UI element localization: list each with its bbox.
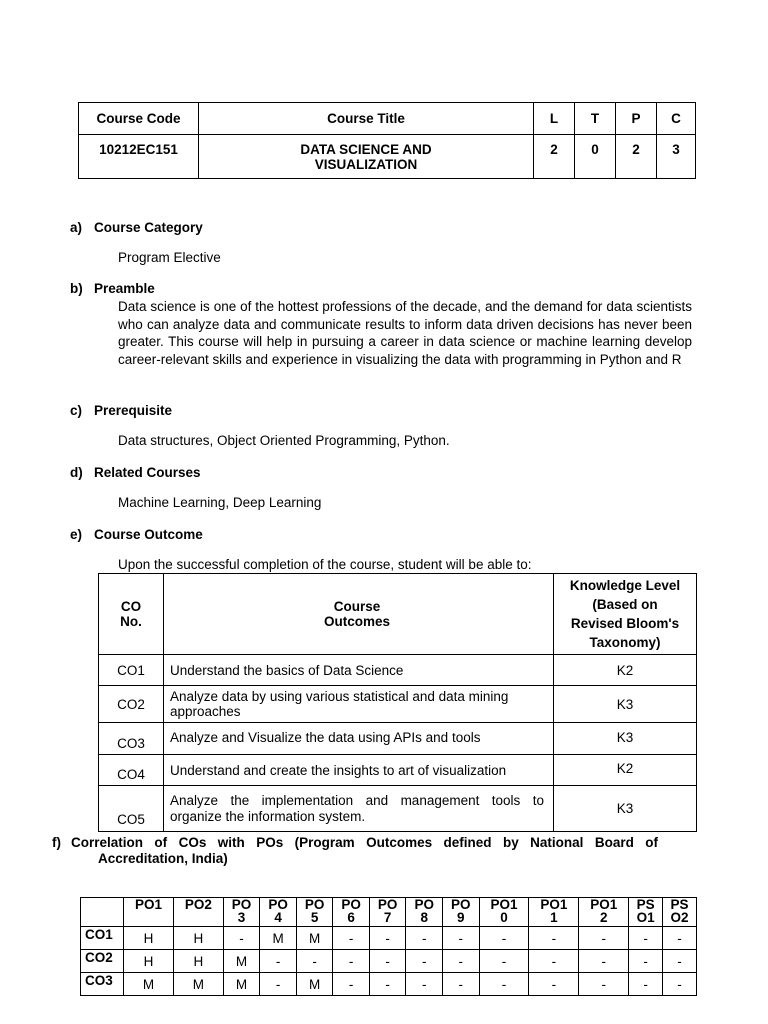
po-cell: - — [663, 950, 697, 973]
co-number: CO5 — [99, 786, 164, 832]
course-c-value: 3 — [657, 135, 696, 179]
po-cell: - — [369, 950, 406, 973]
header-p: P — [616, 103, 657, 135]
po-cell: - — [369, 973, 406, 996]
co-outcome: Analyze data by using various statistical and data mining approaches — [164, 686, 554, 723]
po-header-line1: PS — [636, 897, 655, 912]
po-header — [442, 898, 479, 927]
po-header-line2: O1 — [636, 910, 655, 925]
knowledge-level-header-line2: (Based on — [592, 597, 658, 612]
po-cell: - — [529, 973, 579, 996]
po-cell: - — [406, 927, 443, 950]
po-cell: - — [369, 927, 406, 950]
course-outcomes-header-line2: Outcomes — [323, 614, 391, 629]
po-cell: - — [579, 950, 629, 973]
po-cell: - — [333, 973, 370, 996]
po-cell: - — [529, 950, 579, 973]
po-header — [663, 898, 697, 927]
po-header-line1: PO1 — [540, 897, 568, 912]
po-cell: - — [296, 950, 333, 973]
header-l: L — [534, 103, 575, 135]
po-row-label: CO1 — [81, 927, 124, 950]
po-header-line2: 0 — [500, 910, 508, 925]
course-code: 10212EC151 — [79, 135, 199, 179]
po-cell: H — [124, 950, 174, 973]
section-course-category-heading — [70, 220, 203, 235]
po-header-line2: 8 — [420, 910, 428, 925]
knowledge-level-header — [554, 574, 697, 655]
po-cell: - — [663, 927, 697, 950]
header-t: T — [575, 103, 616, 135]
po-cell: - — [579, 927, 629, 950]
po-cell: - — [479, 927, 529, 950]
course-p-value: 2 — [616, 135, 657, 179]
co-number-header-line1: CO — [120, 599, 142, 614]
po-cell: - — [442, 950, 479, 973]
co-number: CO4 — [99, 755, 164, 786]
po-cell: - — [333, 950, 370, 973]
po-header — [173, 898, 223, 927]
co-level: K3 — [554, 686, 697, 723]
po-header-line1: PO1 — [590, 897, 618, 912]
co-level: K3 — [554, 723, 697, 755]
co-number: CO2 — [99, 686, 164, 723]
po-header-line1: PS — [670, 897, 689, 912]
table-row — [81, 973, 697, 996]
course-info-table — [78, 102, 696, 179]
po-header — [629, 898, 663, 927]
po-header-line2: 4 — [274, 910, 282, 925]
po-cell: - — [442, 927, 479, 950]
po-header — [579, 898, 629, 927]
po-corner-cell — [81, 898, 124, 927]
section-title-line2: Accreditation, India) — [98, 851, 228, 866]
po-cell: M — [296, 927, 333, 950]
table-row — [99, 786, 697, 832]
knowledge-level-header-line1: Knowledge Level — [569, 578, 681, 593]
po-header-line2: 3 — [237, 910, 246, 925]
po-header-line1: PO2 — [184, 897, 212, 912]
co-table-header-row — [99, 574, 697, 655]
related-courses-text: Machine Learning, Deep Learning — [118, 495, 322, 510]
section-label: f) — [52, 835, 61, 850]
po-header-line1: PO — [268, 897, 288, 912]
po-cell: - — [479, 973, 529, 996]
po-cell: - — [406, 973, 443, 996]
co-number: CO1 — [99, 655, 164, 686]
po-header-row — [81, 898, 697, 927]
po-cell: - — [579, 973, 629, 996]
course-title — [199, 135, 534, 179]
po-header-line1: PO1 — [490, 897, 518, 912]
course-outcome-table — [98, 573, 697, 832]
section-title: Related Courses — [94, 465, 201, 480]
po-cell: - — [663, 973, 697, 996]
course-title-line2: VISUALIZATION — [314, 157, 418, 172]
po-cell: - — [629, 927, 663, 950]
po-cell: H — [173, 927, 223, 950]
po-header-line1: PO — [231, 897, 252, 912]
table-row — [99, 755, 697, 786]
section-correlation-heading — [52, 835, 658, 867]
po-header — [296, 898, 333, 927]
po-header-line2: 2 — [599, 910, 608, 925]
section-title: Course Outcome — [94, 527, 203, 542]
section-title: Prerequisite — [94, 403, 173, 418]
co-number: CO3 — [99, 723, 164, 755]
section-related-courses-heading — [70, 465, 201, 480]
course-outcome-intro: Upon the successful completion of the course, student will be able to: — [118, 557, 532, 572]
po-cell: - — [223, 927, 260, 950]
po-cell: - — [260, 950, 297, 973]
co-level: K2 — [554, 755, 697, 786]
table-row — [99, 686, 697, 723]
section-title: Course Category — [94, 220, 203, 235]
header-c: C — [657, 103, 696, 135]
section-label: b) — [70, 281, 83, 296]
po-cell: - — [529, 927, 579, 950]
course-header-row — [79, 103, 696, 135]
po-header — [479, 898, 529, 927]
co-po-mapping-table — [80, 897, 697, 996]
co-number-header — [99, 574, 164, 655]
po-header-line1: PO — [304, 897, 325, 912]
prerequisite-text: Data structures, Object Oriented Programming, Python. — [118, 433, 450, 448]
header-course-title: Course Title — [199, 103, 534, 135]
po-cell: M — [124, 973, 174, 996]
table-row — [99, 655, 697, 686]
section-preamble-heading — [70, 281, 155, 296]
po-header-line2: 9 — [456, 910, 465, 925]
po-header-line1: PO — [414, 897, 434, 912]
po-cell: - — [629, 950, 663, 973]
course-outcomes-header-line1: Course — [333, 599, 381, 614]
po-cell: - — [479, 950, 529, 973]
po-header — [333, 898, 370, 927]
section-prerequisite-heading — [70, 403, 172, 418]
table-row — [81, 950, 697, 973]
section-title: Preamble — [94, 281, 155, 296]
po-row-label: CO3 — [81, 973, 124, 996]
po-header-line1: PO1 — [134, 897, 162, 912]
course-category-text: Program Elective — [118, 250, 221, 265]
po-header — [124, 898, 174, 927]
co-outcome: Analyze the implementation and management tools to organize the information system. — [164, 786, 554, 832]
co-level: K2 — [554, 655, 697, 686]
po-header — [529, 898, 579, 927]
po-header-line2: 6 — [347, 910, 355, 925]
section-label: e) — [70, 527, 83, 542]
section-label: a) — [70, 220, 83, 235]
course-value-row — [79, 135, 696, 179]
correlation-heading-line1 — [52, 835, 658, 851]
section-course-outcome-heading — [70, 527, 203, 542]
section-title-line1: Correlation of COs with POs (Program Outcomes defined by National Board of — [71, 835, 658, 850]
co-number-header-line2: No. — [120, 614, 142, 629]
po-header-line2: 5 — [310, 910, 319, 925]
po-header — [369, 898, 406, 927]
po-header-line2: O2 — [670, 910, 689, 925]
section-label: c) — [70, 403, 83, 418]
po-cell: H — [173, 950, 223, 973]
co-outcome: Understand the basics of Data Science — [164, 655, 554, 686]
po-cell: M — [173, 973, 223, 996]
section-label: d) — [70, 465, 83, 480]
po-header-line1: PO — [450, 897, 471, 912]
header-course-code: Course Code — [79, 103, 199, 135]
po-header — [260, 898, 297, 927]
course-outcomes-header — [164, 574, 554, 655]
course-t-value: 0 — [575, 135, 616, 179]
co-level: K3 — [554, 786, 697, 832]
po-cell: M — [223, 950, 260, 973]
po-header-line1: PO — [377, 897, 398, 912]
course-l-value: 2 — [534, 135, 575, 179]
po-cell: M — [296, 973, 333, 996]
po-header — [223, 898, 260, 927]
knowledge-level-header-line4: Taxonomy) — [589, 635, 661, 650]
co-outcome: Understand and create the insights to art of visualization — [164, 755, 554, 786]
po-header-line2: 1 — [550, 910, 558, 925]
preamble-text: Data science is one of the hottest professions of the decade, and the demand for data scientists who can analyze data and communicate results to inform data driven decisions has never been greater. This course will help in pursuing a career in data science or machine learning develop career-relevant skills and experience in visualizing the data with programming in Python and R — [118, 299, 692, 368]
po-header — [406, 898, 443, 927]
course-title-line1: DATA SCIENCE AND — [300, 142, 432, 157]
po-cell: - — [333, 927, 370, 950]
po-header-line1: PO — [341, 897, 361, 912]
co-outcome: Analyze and Visualize the data using APIs and tools — [164, 723, 554, 755]
po-cell: H — [124, 927, 174, 950]
po-cell: - — [260, 973, 297, 996]
po-cell: - — [442, 973, 479, 996]
po-row-label: CO2 — [81, 950, 124, 973]
po-cell: - — [629, 973, 663, 996]
table-row — [99, 723, 697, 755]
po-cell: - — [406, 950, 443, 973]
po-cell: M — [260, 927, 297, 950]
po-header-line2: 7 — [383, 910, 392, 925]
table-row — [81, 927, 697, 950]
knowledge-level-header-line3: Revised Bloom's — [570, 616, 680, 631]
po-cell: M — [223, 973, 260, 996]
